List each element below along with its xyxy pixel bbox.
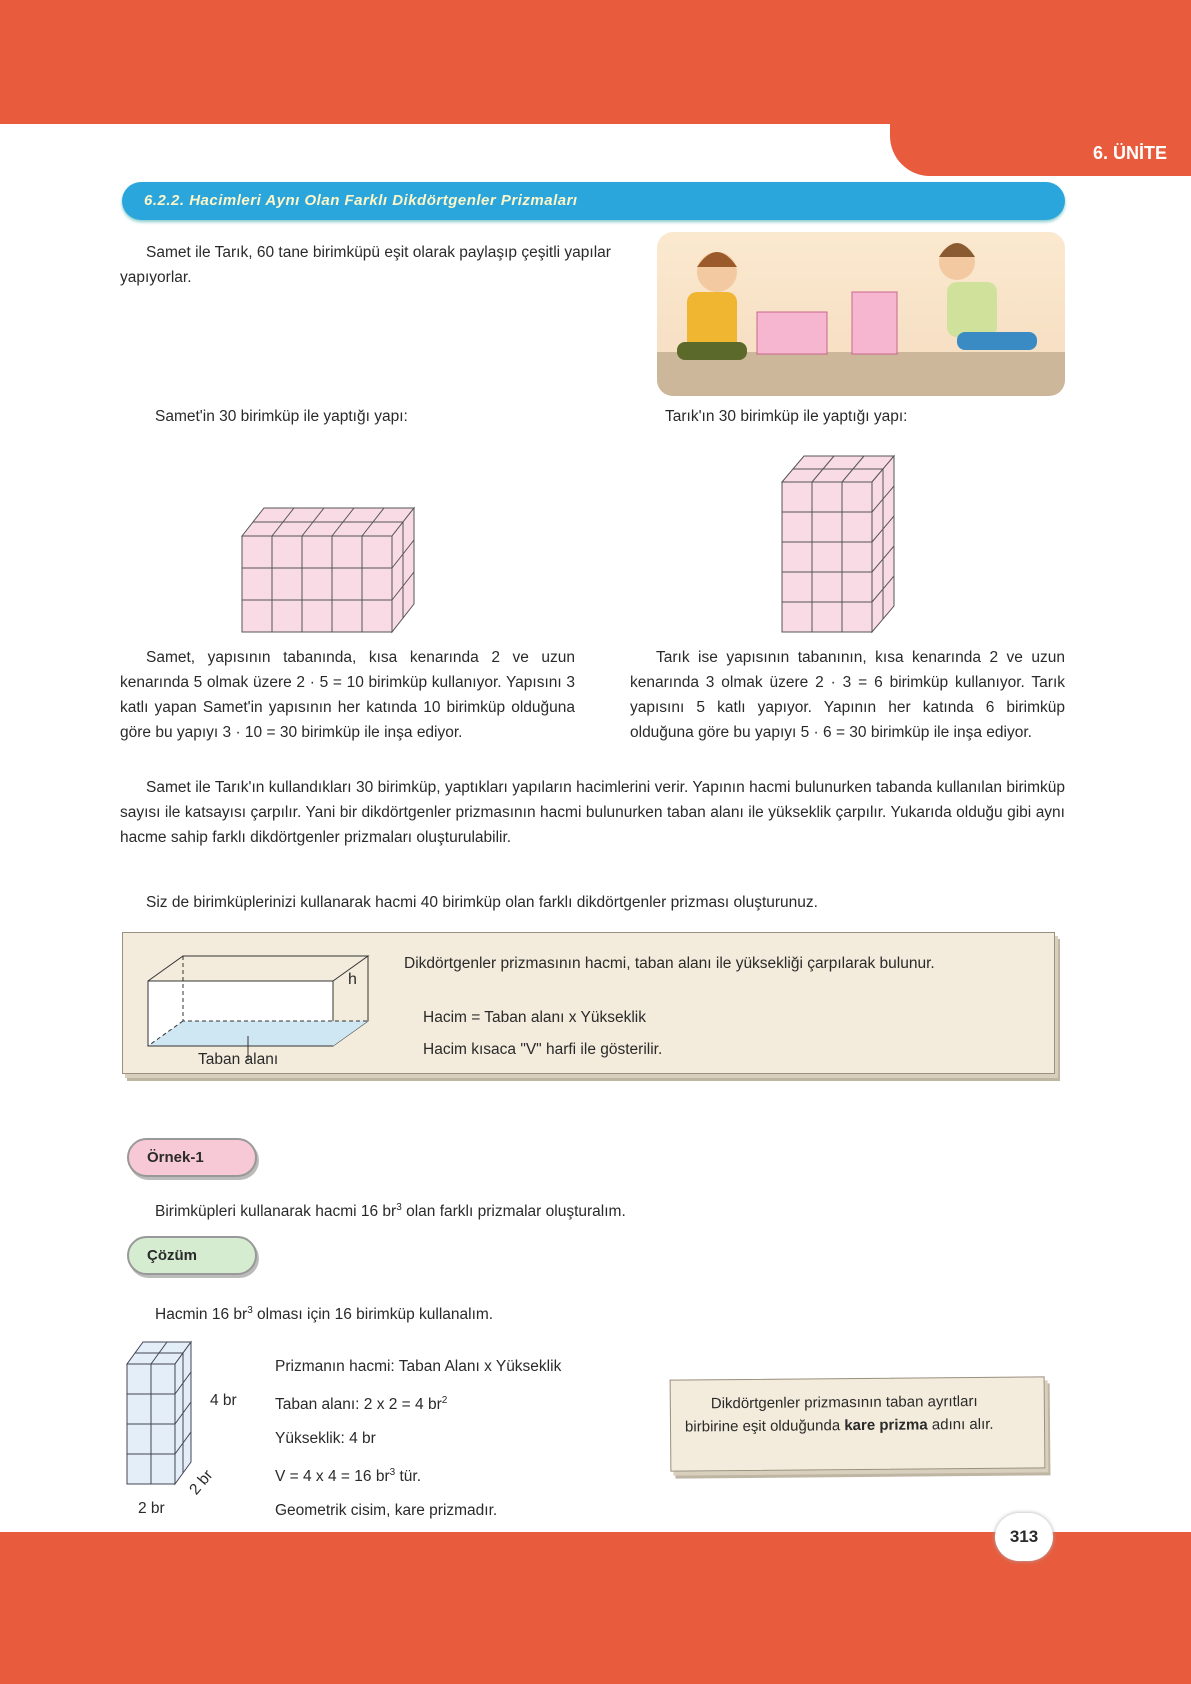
volume-info-box [122, 932, 1055, 1074]
solution-text: Hacmin 16 $br^3$ olması için 16 birimküp kullanalım. [155, 1305, 494, 1324]
step-volume: Prizmanın hacmi: Taban Alanı x Yükseklik [275, 1358, 562, 1375]
unit-cube [332, 536, 362, 568]
unit-label: 6. ÜNİTE [890, 110, 1191, 176]
tarik-structure-figure [780, 440, 900, 640]
unit-cube [782, 572, 812, 602]
unit-cube [242, 568, 272, 600]
example-text: Birimküpleri kullanarak hacmi 16 $br^3$ olan farklı prizmalar oluşturalım. [155, 1202, 626, 1221]
step-result: V = 4 x 4 = 16 $br^3$ tür. [275, 1467, 422, 1486]
unit-cube [127, 1394, 151, 1424]
height-dimension: 4 br [210, 1392, 237, 1409]
base-area-label: Taban alanı [198, 1051, 279, 1068]
step-conclusion: Geometrik cisim, kare prizmadır. [275, 1502, 498, 1520]
unit-cube [812, 512, 842, 542]
unit-cube [842, 482, 872, 512]
solution-badge: Çözüm [127, 1236, 257, 1275]
unit-cube [151, 1424, 175, 1454]
step-height: Yükseklik: 4 br [275, 1430, 376, 1448]
width-dimension: 2 br [138, 1500, 165, 1517]
depth-dimension: 2 br [186, 1466, 217, 1499]
unit-cube [302, 568, 332, 600]
section-title: 6.2.2. Hacimleri Aynı Olan Farklı Dikdörtgenler Prizmaları [122, 182, 1065, 220]
unit-cube [332, 568, 362, 600]
intro-text: Samet ile Tarık, 60 tane birimküpü eşit olarak paylaşıp çeşitli yapılar yapıyorlar. [120, 244, 611, 286]
samet-structure-figure [240, 500, 440, 640]
unit-cube [812, 572, 842, 602]
info-line-3: Hacim kısaca "V" harfi ile gösterilir. [423, 1041, 663, 1058]
square-prism-figure [125, 1340, 235, 1490]
info-line-2: Hacim = Taban alanı x Yükseklik [423, 1009, 647, 1026]
unit-cube [332, 600, 362, 632]
square-prism-note: Dikdörtgenler prizmasının taban ayrıtları birbirine eşit olduğunda kare prizma adını alır. [670, 1376, 1046, 1471]
unit-cube [302, 536, 332, 568]
unit-cube [127, 1424, 151, 1454]
unit-cube [272, 536, 302, 568]
illustration-children-building [657, 232, 1065, 396]
unit-cube [151, 1394, 175, 1424]
samet-text: Samet, yapısının tabanında, kısa kenarında 2 ve uzun kenarında 5 olmak üzere 2 · 5 = 10 birimküp kullanıyor. Yapısını 3 katlı yapan Samet'in yapısının her katında 10 birimküp olduğuna göre bu yapıyı 3 · 10 = 30 birimküp ile inşa ediyor. [120, 649, 575, 741]
unit-cube [842, 572, 872, 602]
samet-label: Samet'in 30 birimküp ile yaptığı yapı: [155, 408, 408, 425]
unit-cube [151, 1364, 175, 1394]
unit-cube [242, 536, 272, 568]
height-label: h [348, 971, 357, 988]
unit-cube [362, 600, 392, 632]
unit-cube [362, 536, 392, 568]
unit-cube [842, 602, 872, 632]
top-banner [0, 0, 1191, 124]
tarik-text: Tarık ise yapısının tabanının, kısa kenarında 2 ve uzun kenarında 3 olmak üzere 2 · 3 = 6 birimküp kullanıyor. Tarık yapısını 5 katlı yapıyor. Yapının her katında 6 birimküp olduğuna göre bu yapıyı 5 · 6 = 30 birimküp ile inşa ediyor. [630, 649, 1065, 741]
step-base-area: Taban alanı: 2 x 2 = 4 $br^2$ [275, 1395, 448, 1414]
unit-cube [782, 542, 812, 572]
unit-cube [812, 482, 842, 512]
unit-cube [842, 542, 872, 572]
unit-cube [782, 602, 812, 632]
unit-cube [127, 1454, 151, 1484]
unit-cube [812, 602, 842, 632]
page-number: 313 [995, 1513, 1053, 1561]
unit-cube [842, 512, 872, 542]
summary-text: Samet ile Tarık'ın kullandıkları 30 birimküp, yaptıkları yapıların hacimlerini verir. Yapının hacmi bulunurken tabanda kullanılan birimküp sayısı ile katsayısı çarpılır. Yani bir dikdörtgenler prizmasının hacmi bulunurken taban alanı ile yükseklik çarpılır. Yukarıda olduğu gibi aynı hacme sahip farklı dikdörtgenler prizmaları oluşturulabilir. [120, 779, 1065, 846]
unit-cube [782, 512, 812, 542]
unit-cube [242, 600, 272, 632]
solution-steps [275, 1350, 561, 1528]
info-line-1: Dikdörtgenler prizmasının hacmi, taban alanı ile yüksekliği çarpılarak bulunur. [404, 955, 935, 972]
unit-cube [302, 600, 332, 632]
tarik-label: Tarık'ın 30 birimküp ile yaptığı yapı: [665, 408, 908, 425]
unit-cube [812, 542, 842, 572]
unit-cube [782, 482, 812, 512]
task-text: Siz de birimküplerinizi kullanarak hacmi 40 birimküp olan farklı dikdörtgenler prizması oluşturunuz. [146, 894, 818, 911]
unit-cube [151, 1454, 175, 1484]
example-badge: Örnek-1 [127, 1138, 257, 1177]
unit-cube [127, 1364, 151, 1394]
unit-cube [362, 568, 392, 600]
unit-cube [272, 568, 302, 600]
unit-cube [272, 600, 302, 632]
